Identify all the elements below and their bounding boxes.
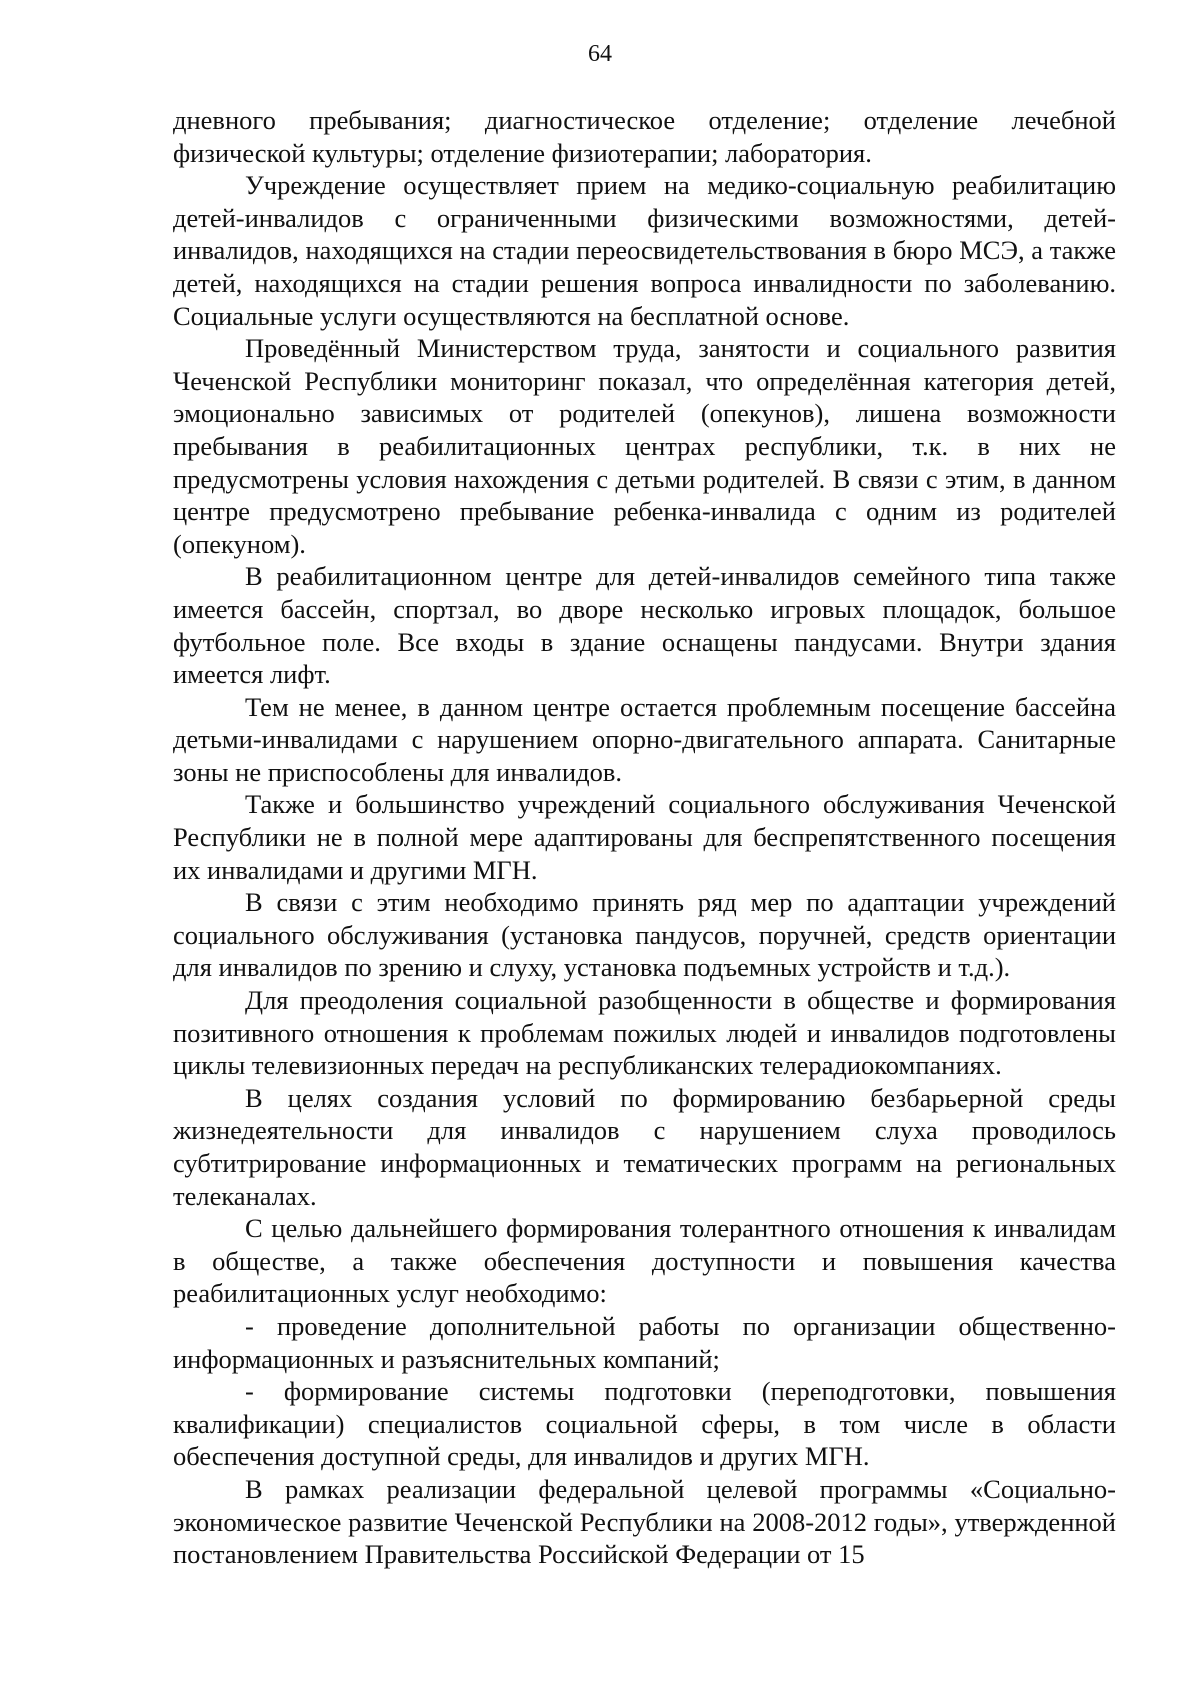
document-body [173, 104, 1116, 1571]
paragraph: Для преодоления социальной разобщенности в обществе и формирования позитивного отношения к проблемам пожилых людей и инвалидов подготовлены циклы телевизионных передач на республиканских телерадиокомпаниях. [173, 985, 1116, 1081]
paragraph: Тем не менее, в данном центре остается проблемным посещение бассейна детьми-инвалидами с нарушением опорно-двигательного аппарата. Санитарные зоны не приспособлены для инвалидов. [173, 691, 1116, 787]
list-item: - проведение дополнительной работы по организации общественно-информационных и разъяснительных компаний; [173, 1310, 1116, 1374]
paragraph-continuation: дневного пребывания; диагностическое отделение; отделение лечебной физической культуры; отделение физиотерапии; лаборатория. [173, 105, 1116, 168]
paragraph: Также и большинство учреждений социального обслуживания Чеченской Республики не в полной мере адаптированы для беспрепятственного посещения их инвалидами и другими МГН. [173, 789, 1116, 885]
list-item: - формирование системы подготовки (переподготовки, повышения квалификации) специалистов социальной сферы, в том числе в области обеспечения доступной среды, для инвалидов и других МГН. [173, 1376, 1116, 1472]
paragraph: Учреждение осуществляет прием на медико-социальную реабилитацию детей-инвалидов с ограниченными физическими возможностями, детей-инвалидов, находящихся на стадии переосвидетельствования в бюро МСЭ, а также детей, находящихся на стадии решения вопроса инвалидности по заболеванию. Социальные услуги осуществляются на бесплатной основе. [173, 170, 1116, 331]
page-number: 64 [588, 41, 612, 67]
paragraph: С целью дальнейшего формирования толерантного отношения к инвалидам в обществе, а также обеспечения доступности и повышения качества реабилитационных услуг необходимо: [173, 1213, 1116, 1309]
paragraph: В реабилитационном центре для детей-инвалидов семейного типа также имеется бассейн, спортзал, во дворе несколько игровых площадок, большое футбольное поле. Все входы в здание оснащены пандусами. Внутри здания имеется лифт. [173, 561, 1116, 690]
paragraph: В целях создания условий по формированию безбарьерной среды жизнедеятельности для инвалидов с нарушением слуха проводилось субтитрирование информационных и тематических программ на региональных телеканалах. [173, 1082, 1116, 1211]
paragraph: Проведённый Министерством труда, занятости и социального развития Чеченской Республики мониторинг показал, что определённая категория детей, эмоционально зависимых от родителей (опекунов), лишена возможности пребывания в реабилитационных центрах республики, т.к. в них не предусмотрены условия нахождения с детьми родителей. В связи с этим, в данном центре предусмотрено пребывание ребенка-инвалида с одним из родителей (опекуном). [173, 333, 1116, 559]
paragraph: В связи с этим необходимо принять ряд мер по адаптации учреждений социального обслуживания (установка пандусов, поручней, средств ориентации для инвалидов по зрению и слуху, установка подъемных устройств и т.д.). [173, 887, 1116, 983]
paragraph: В рамках реализации федеральной целевой программы «Социально-экономическое развитие Чеченской Республики на 2008-2012 годы», утвержденной постановлением Правительства Российской Федерации от 15 [173, 1473, 1116, 1570]
